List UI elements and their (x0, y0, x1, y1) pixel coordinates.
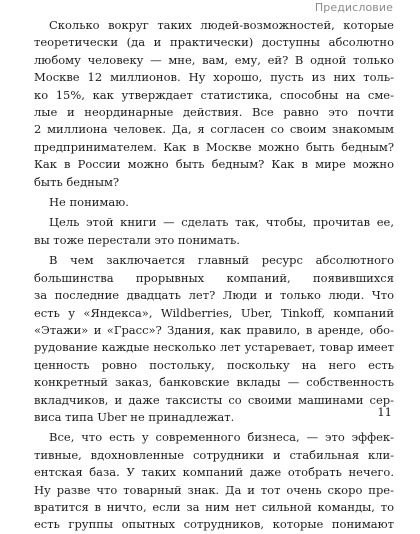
text-line: есть у «Яндекса», Wildberries, Uber, Tinkoff, компаний (34, 305, 394, 320)
text-line: В чем заключается главный ресурс абсолютного (49, 253, 394, 268)
text-line: Сколько вокруг таких людей-возможностей, которые (49, 18, 394, 32)
text-line: ко 15%, как утверждает статистика, способны на сме- (34, 87, 394, 102)
paragraph (34, 17, 394, 191)
text-line: быть бедным? (34, 174, 120, 189)
text-line: Москве 12 миллионов. Ну хорошо, пусть из них толь- (34, 70, 394, 85)
text-line: ценность ровно постольку, поскольку на него есть (34, 357, 394, 372)
running-header: Предисловие (314, 1, 393, 14)
text-line: тивные, вдохновленные сотрудники и стабильная кли- (34, 447, 394, 462)
paragraph (34, 252, 394, 426)
text-line: предпринимателем. Как в Москве можно быть бедным? (34, 139, 394, 154)
page-body (34, 17, 394, 534)
text-line: лые и неординарные действия. Все равно это почти (34, 105, 394, 120)
text-line: конкретный заказ, банковские вклады — собственность (34, 375, 394, 390)
text-line: вратится в ничто, если за ним нет сильной команды, то (34, 499, 394, 514)
paragraph (34, 429, 394, 533)
text-line: виса типа Uber не принадлежат. (34, 409, 235, 424)
text-line: 2 миллиона человек. Да, я согласен со своим знакомым (34, 122, 394, 137)
text-line: Все, что есть у современного бизнеса, — это эффек- (49, 430, 394, 445)
text-line: ентская база. У таких компаний даже отобрать нечего. (34, 465, 394, 480)
page-number: 11 (377, 405, 392, 419)
paragraph (34, 194, 394, 211)
text-line: вы тоже перестали это понимать. (34, 232, 240, 247)
text-line: Как в России можно быть бедным? Как в мире можно (34, 157, 394, 172)
text-line: за последние двадцать лет? Люди и только люди. Что (34, 288, 394, 303)
text-line: «Этажи» и «Грасс»? Здания, как правило, в аренде, обо- (34, 322, 394, 337)
text-line: рудование каждые несколько лет устаревает, товар имеет (34, 340, 394, 355)
text-line: Цель этой книги — сделать так, чтобы, прочитав ее, (49, 215, 394, 230)
text-line: есть группы опытных сотрудников, которые понимают (34, 517, 394, 532)
text-line: Не понимаю. (49, 195, 129, 210)
text-line: теоретически (да и практически) доступны абсолютно (34, 35, 394, 50)
text-line: любому человеку — мне, вам, ему, ей? В одной только (34, 52, 394, 67)
text-line: большинства прорывных компаний, появившихся (34, 270, 394, 285)
paragraph (34, 214, 394, 249)
text-line: вкладчиков, и даже таксисты со своими машинами сер- (34, 392, 394, 407)
text-line: Ну разве что товарный знак. Да и тот очень скоро пре- (34, 482, 394, 497)
